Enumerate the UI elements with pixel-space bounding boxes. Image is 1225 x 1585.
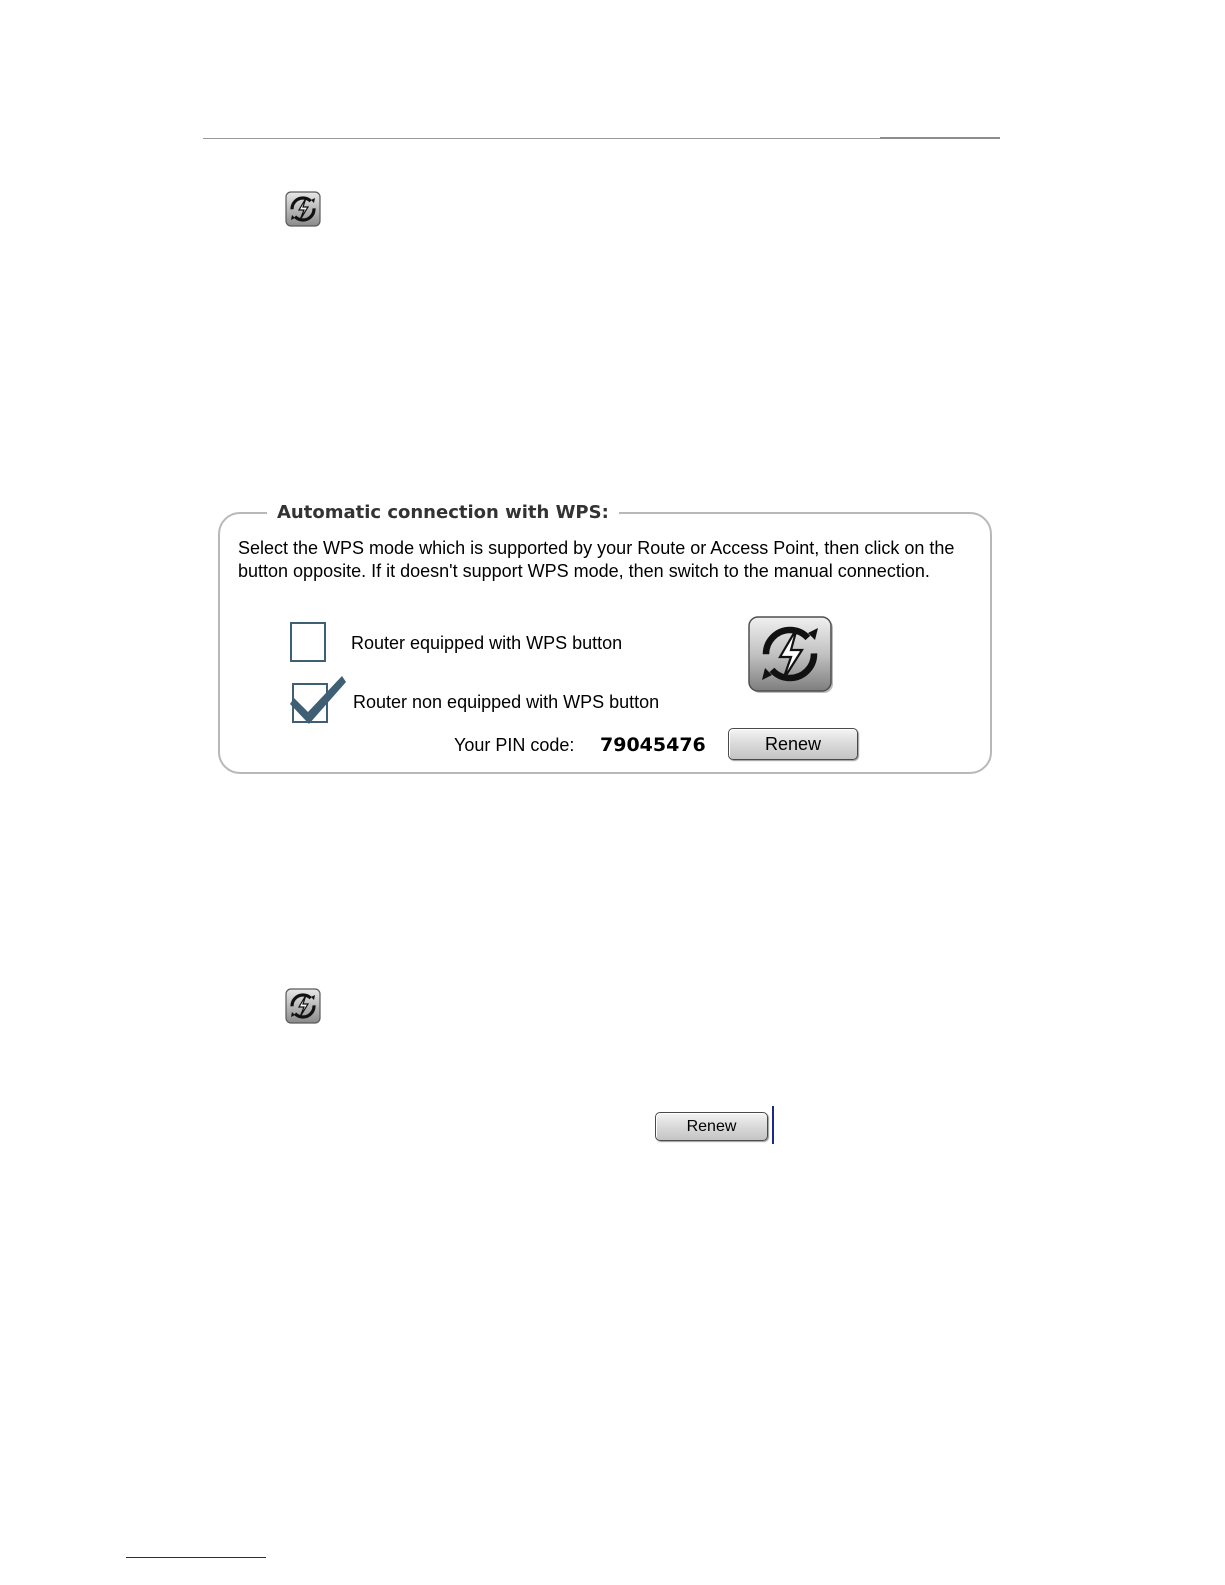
- text-cursor: [772, 1106, 774, 1144]
- renew-inline-button[interactable]: Renew: [655, 1112, 768, 1141]
- pin-label: Your PIN code:: [454, 735, 575, 755]
- wps-panel-description: Select the WPS mode which is supported by your Route or Access Point, then click on the button opposite. If it doesn't support WPS mode, then switch to the manual connection.: [238, 538, 955, 581]
- pin-value: 79045476: [600, 734, 706, 756]
- renew-pin-button[interactable]: Renew: [728, 728, 858, 760]
- checkmark-icon: [286, 672, 350, 728]
- wps-push-button[interactable]: [748, 616, 836, 696]
- footnote-rule: [126, 1557, 266, 1558]
- wps-icon: [285, 191, 321, 227]
- wps-icon: [285, 988, 321, 1024]
- wps-button-checkbox[interactable]: [290, 622, 326, 662]
- header-rule-accent: [880, 137, 1000, 139]
- pin-mode-option-label: Router non equipped with WPS button: [353, 692, 660, 712]
- wps-panel-title: Automatic connection with WPS:: [267, 500, 619, 526]
- wps-button-option-label: Router equipped with WPS button: [351, 633, 623, 653]
